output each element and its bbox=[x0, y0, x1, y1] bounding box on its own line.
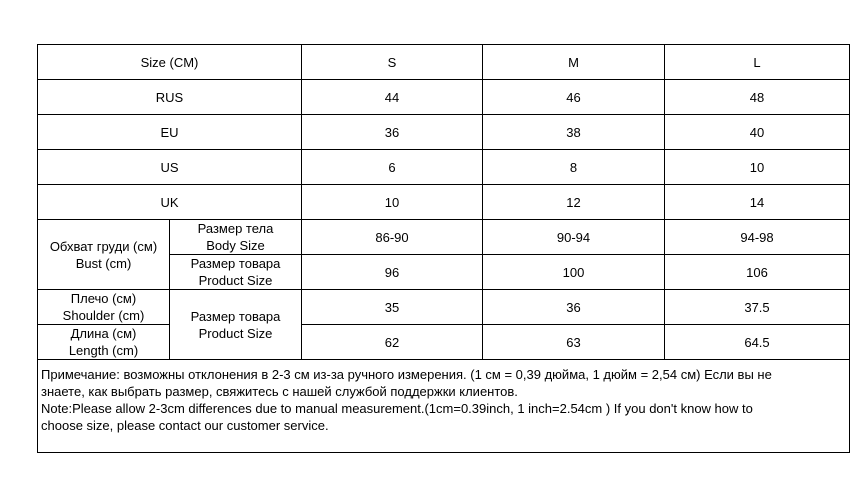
shoulder-m: 36 bbox=[483, 290, 665, 325]
shared-product-size-ru: Размер товара bbox=[190, 308, 281, 324]
bust-product-s: 96 bbox=[302, 255, 483, 290]
bust-body-m: 90-94 bbox=[483, 220, 665, 255]
body-size-label bbox=[170, 220, 302, 255]
note-row bbox=[38, 360, 850, 453]
eu-m: 38 bbox=[483, 115, 665, 150]
note-en-line1: Note:Please allow 2-3cm differences due to manual measurement.(1cm=0.39inch, 1 inch=2.54cm ) If you don't know how to bbox=[41, 401, 753, 416]
uk-m: 12 bbox=[483, 185, 665, 220]
length-label-ru: Длина (см) bbox=[70, 326, 137, 341]
product-size-en: Product Size bbox=[198, 273, 273, 288]
bust-body-l: 94-98 bbox=[665, 220, 850, 255]
uk-l: 14 bbox=[665, 185, 850, 220]
eu-s: 36 bbox=[302, 115, 483, 150]
length-row bbox=[38, 325, 850, 360]
bust-product-l: 106 bbox=[665, 255, 850, 290]
us-row bbox=[38, 150, 850, 185]
length-s: 62 bbox=[302, 325, 483, 360]
rus-m: 46 bbox=[483, 80, 665, 115]
us-s: 6 bbox=[302, 150, 483, 185]
rus-row bbox=[38, 80, 850, 115]
shared-product-size-en: Product Size bbox=[198, 325, 273, 341]
product-size-label bbox=[170, 255, 302, 290]
note-ru-line1: Примечание: возможны отклонения в 2-3 см из-за ручного измерения. (1 см = 0,39 дюйма, 1 дюйм = 2,54 см) Если вы не bbox=[41, 367, 772, 382]
rus-label: RUS bbox=[38, 80, 302, 115]
size-chart-table bbox=[37, 44, 850, 453]
size-s-header: S bbox=[302, 45, 483, 80]
eu-row bbox=[38, 115, 850, 150]
body-size-en: Body Size bbox=[206, 238, 265, 253]
measurement-note bbox=[38, 360, 850, 453]
bust-body-s: 86-90 bbox=[302, 220, 483, 255]
eu-label: EU bbox=[38, 115, 302, 150]
us-m: 8 bbox=[483, 150, 665, 185]
uk-row bbox=[38, 185, 850, 220]
us-l: 10 bbox=[665, 150, 850, 185]
uk-label: UK bbox=[38, 185, 302, 220]
shoulder-label-en: Shoulder (cm) bbox=[62, 308, 145, 323]
bust-label bbox=[38, 220, 170, 290]
bust-product-m: 100 bbox=[483, 255, 665, 290]
product-size-ru: Размер товара bbox=[190, 256, 281, 271]
bust-label-ru: Обхват груди (см) bbox=[49, 238, 158, 254]
uk-s: 10 bbox=[302, 185, 483, 220]
shared-product-size-label bbox=[170, 290, 302, 360]
rus-s: 44 bbox=[302, 80, 483, 115]
shoulder-label-ru: Плечо (см) bbox=[70, 291, 137, 306]
size-l-header: L bbox=[665, 45, 850, 80]
shoulder-s: 35 bbox=[302, 290, 483, 325]
body-size-ru: Размер тела bbox=[197, 221, 274, 236]
header-label: Size (CM) bbox=[38, 45, 302, 80]
eu-l: 40 bbox=[665, 115, 850, 150]
length-l: 64.5 bbox=[665, 325, 850, 360]
shoulder-row bbox=[38, 290, 850, 325]
size-m-header: M bbox=[483, 45, 665, 80]
us-label: US bbox=[38, 150, 302, 185]
bust-label-en: Bust (cm) bbox=[75, 255, 132, 271]
length-label bbox=[38, 325, 170, 360]
note-en-line2: choose size, please contact our customer service. bbox=[41, 418, 329, 433]
length-m: 63 bbox=[483, 325, 665, 360]
length-label-en: Length (cm) bbox=[68, 343, 139, 358]
shoulder-label bbox=[38, 290, 170, 325]
header-row bbox=[38, 45, 850, 80]
note-ru-line2: знаете, как выбрать размер, свяжитесь с нашей службой поддержки клиентов. bbox=[41, 384, 518, 399]
shoulder-l: 37.5 bbox=[665, 290, 850, 325]
bust-body-row bbox=[38, 220, 850, 255]
rus-l: 48 bbox=[665, 80, 850, 115]
